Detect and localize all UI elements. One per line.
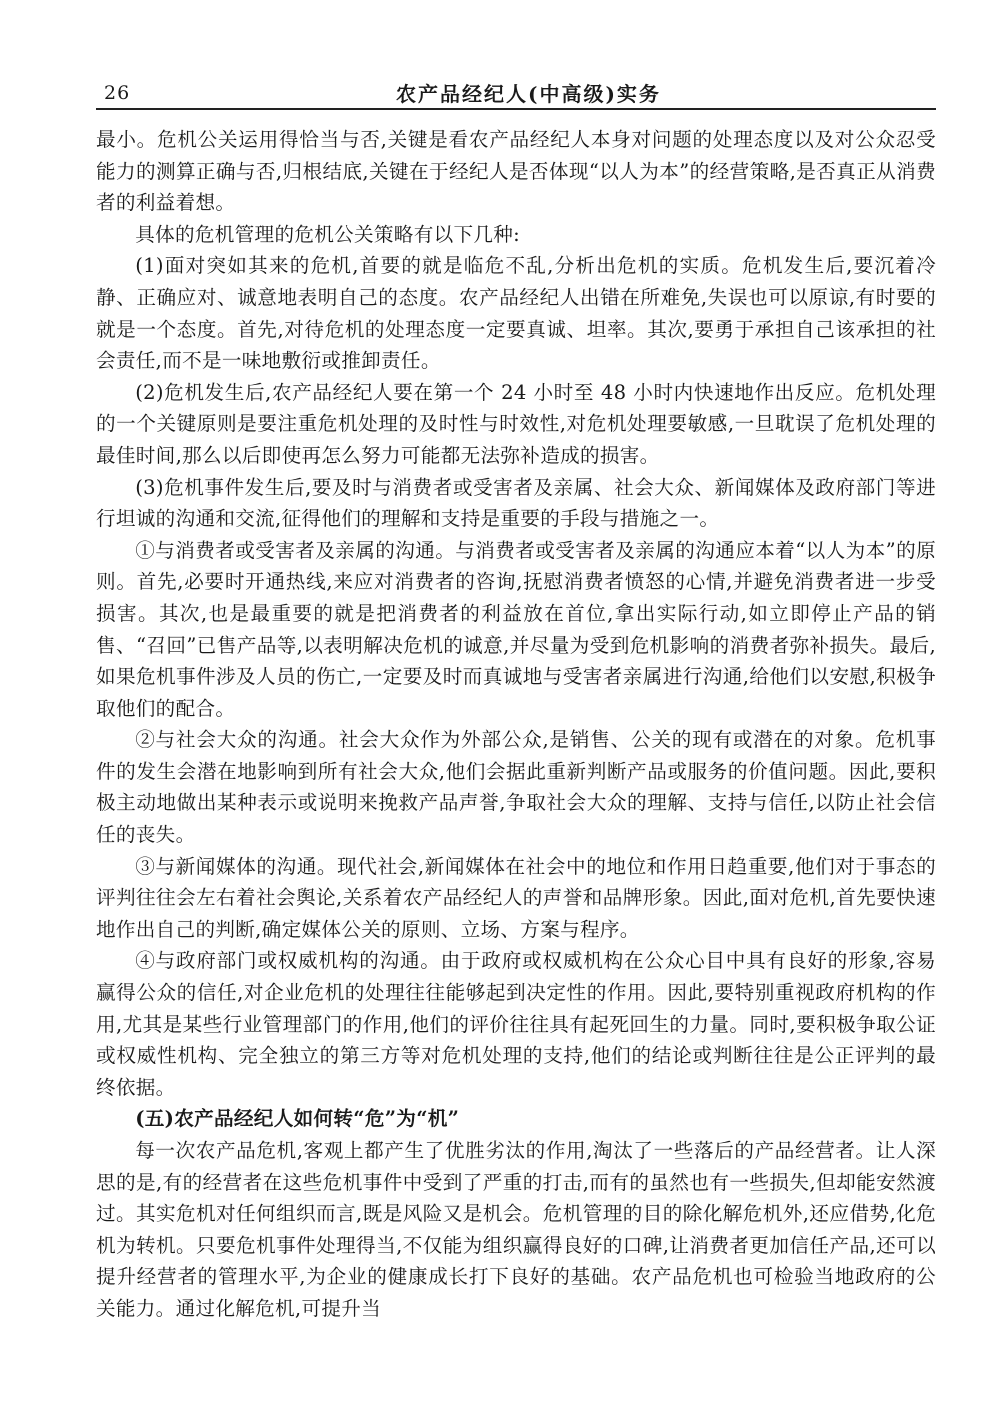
paragraph: ③与新闻媒体的沟通。现代社会,新闻媒体在社会中的地位和作用日趋重要,他们对于事态的评判往往会左右着社会舆论,关系着农产品经纪人的声誉和品牌形象。因此,面对危机,首先要快速地作出自己的判断,确定媒体公关的原则、立场、方案与程序。 — [96, 854, 936, 941]
paragraph: (3)危机事件发生后,要及时与消费者或受害者及亲属、社会大众、新闻媒体及政府部门等进行坦诚的沟通和交流,征得他们的理解和支持是重要的手段与措施之一。 — [96, 475, 936, 531]
running-title: 农产品经纪人(中高级)实务 — [396, 82, 661, 106]
paragraph: ④与政府部门或权威机构的沟通。由于政府或权威机构在公众心目中具有良好的形象,容易赢得公众的信任,对企业危机的处理往往能够起到决定性的作用。因此,要特别重视政府机构的作用,尤其是某些行业管理部门的作用,他们的评价往往具有起死回生的力量。同时,要积极争取公证或权威性机构、完全独立的第三方等对危机处理的支持,他们的结论或判断往往是公正评判的最终依据。 — [96, 949, 936, 1099]
body-text — [96, 124, 936, 1325]
paragraph: 具体的危机管理的危机公关策略有以下几种: — [135, 222, 521, 246]
page-number: 26 — [104, 82, 131, 104]
page-header — [96, 72, 936, 110]
paragraph: ②与社会大众的沟通。社会大众作为外部公众,是销售、公关的现有或潜在的对象。危机事件的发生会潜在地影响到所有社会大众,他们会据此重新判断产品或服务的价值问题。因此,要积极主动地做出某种表示或说明来挽救产品声誉,争取社会大众的理解、支持与信任,以防止社会信任的丧失。 — [96, 728, 936, 847]
paragraph: 每一次农产品危机,客观上都产生了优胜劣汰的作用,淘汰了一些落后的产品经营者。让人深思的是,有的经营者在这些危机事件中受到了严重的打击,而有的虽然也有一些损失,但却能安然渡过。其实危机对任何组织而言,既是风险又是机会。危机管理的目的除化解危机外,还应借势,化危机为转机。只要危机事件处理得当,不仅能为组织赢得良好的口碑,让消费者更加信任产品,还可以提升经营者的管理水平,为企业的健康成长打下良好的基础。农产品危机也可检验当地政府的公关能力。通过化解危机,可提升当 — [96, 1139, 936, 1320]
paragraph: 最小。危机公关运用得恰当与否,关键是看农产品经纪人本身对问题的处理态度以及对公众忍受能力的测算正确与否,归根结底,关键在于经纪人是否体现“以人为本”的经营策略,是否真正从消费者的利益着想。 — [96, 128, 936, 215]
paragraph: (2)危机发生后,农产品经纪人要在第一个 24 小时至 48 小时内快速地作出反应。危机处理的一个关键原则是要注重危机处理的及时性与时效性,对危机处理要敏感,一旦耽误了危机处理的最佳时间,那么以后即使再怎么努力可能都无法弥补造成的损害。 — [96, 380, 936, 467]
book-page — [96, 72, 936, 1325]
paragraph: ①与消费者或受害者及亲属的沟通。与消费者或受害者及亲属的沟通应本着“以人为本”的原则。首先,必要时开通热线,来应对消费者的咨询,抚慰消费者愤怒的心情,并避免消费者进一步受损害。其次,也是最重要的就是把消费者的利益放在首位,拿出实际行动,如立即停止产品的销售、“召回”已售产品等,以表明解决危机的诚意,并尽量为受到危机影响的消费者弥补损失。最后,如果危机事件涉及人员的伤亡,一定要及时而真诚地与受害者亲属进行沟通,给他们以安慰,积极争取他们的配合。 — [96, 538, 936, 720]
paragraph: (1)面对突如其来的危机,首要的就是临危不乱,分析出危机的实质。危机发生后,要沉着冷静、正确应对、诚意地表明自己的态度。农产品经纪人出错在所难免,失误也可以原谅,有时要的就是一个态度。首先,对待危机的处理态度一定要真诚、坦率。其次,要勇于承担自己该承担的社会责任,而不是一味地敷衍或推卸责任。 — [96, 254, 936, 373]
section-heading: (五)农产品经纪人如何转“危”为“机” — [135, 1107, 460, 1131]
